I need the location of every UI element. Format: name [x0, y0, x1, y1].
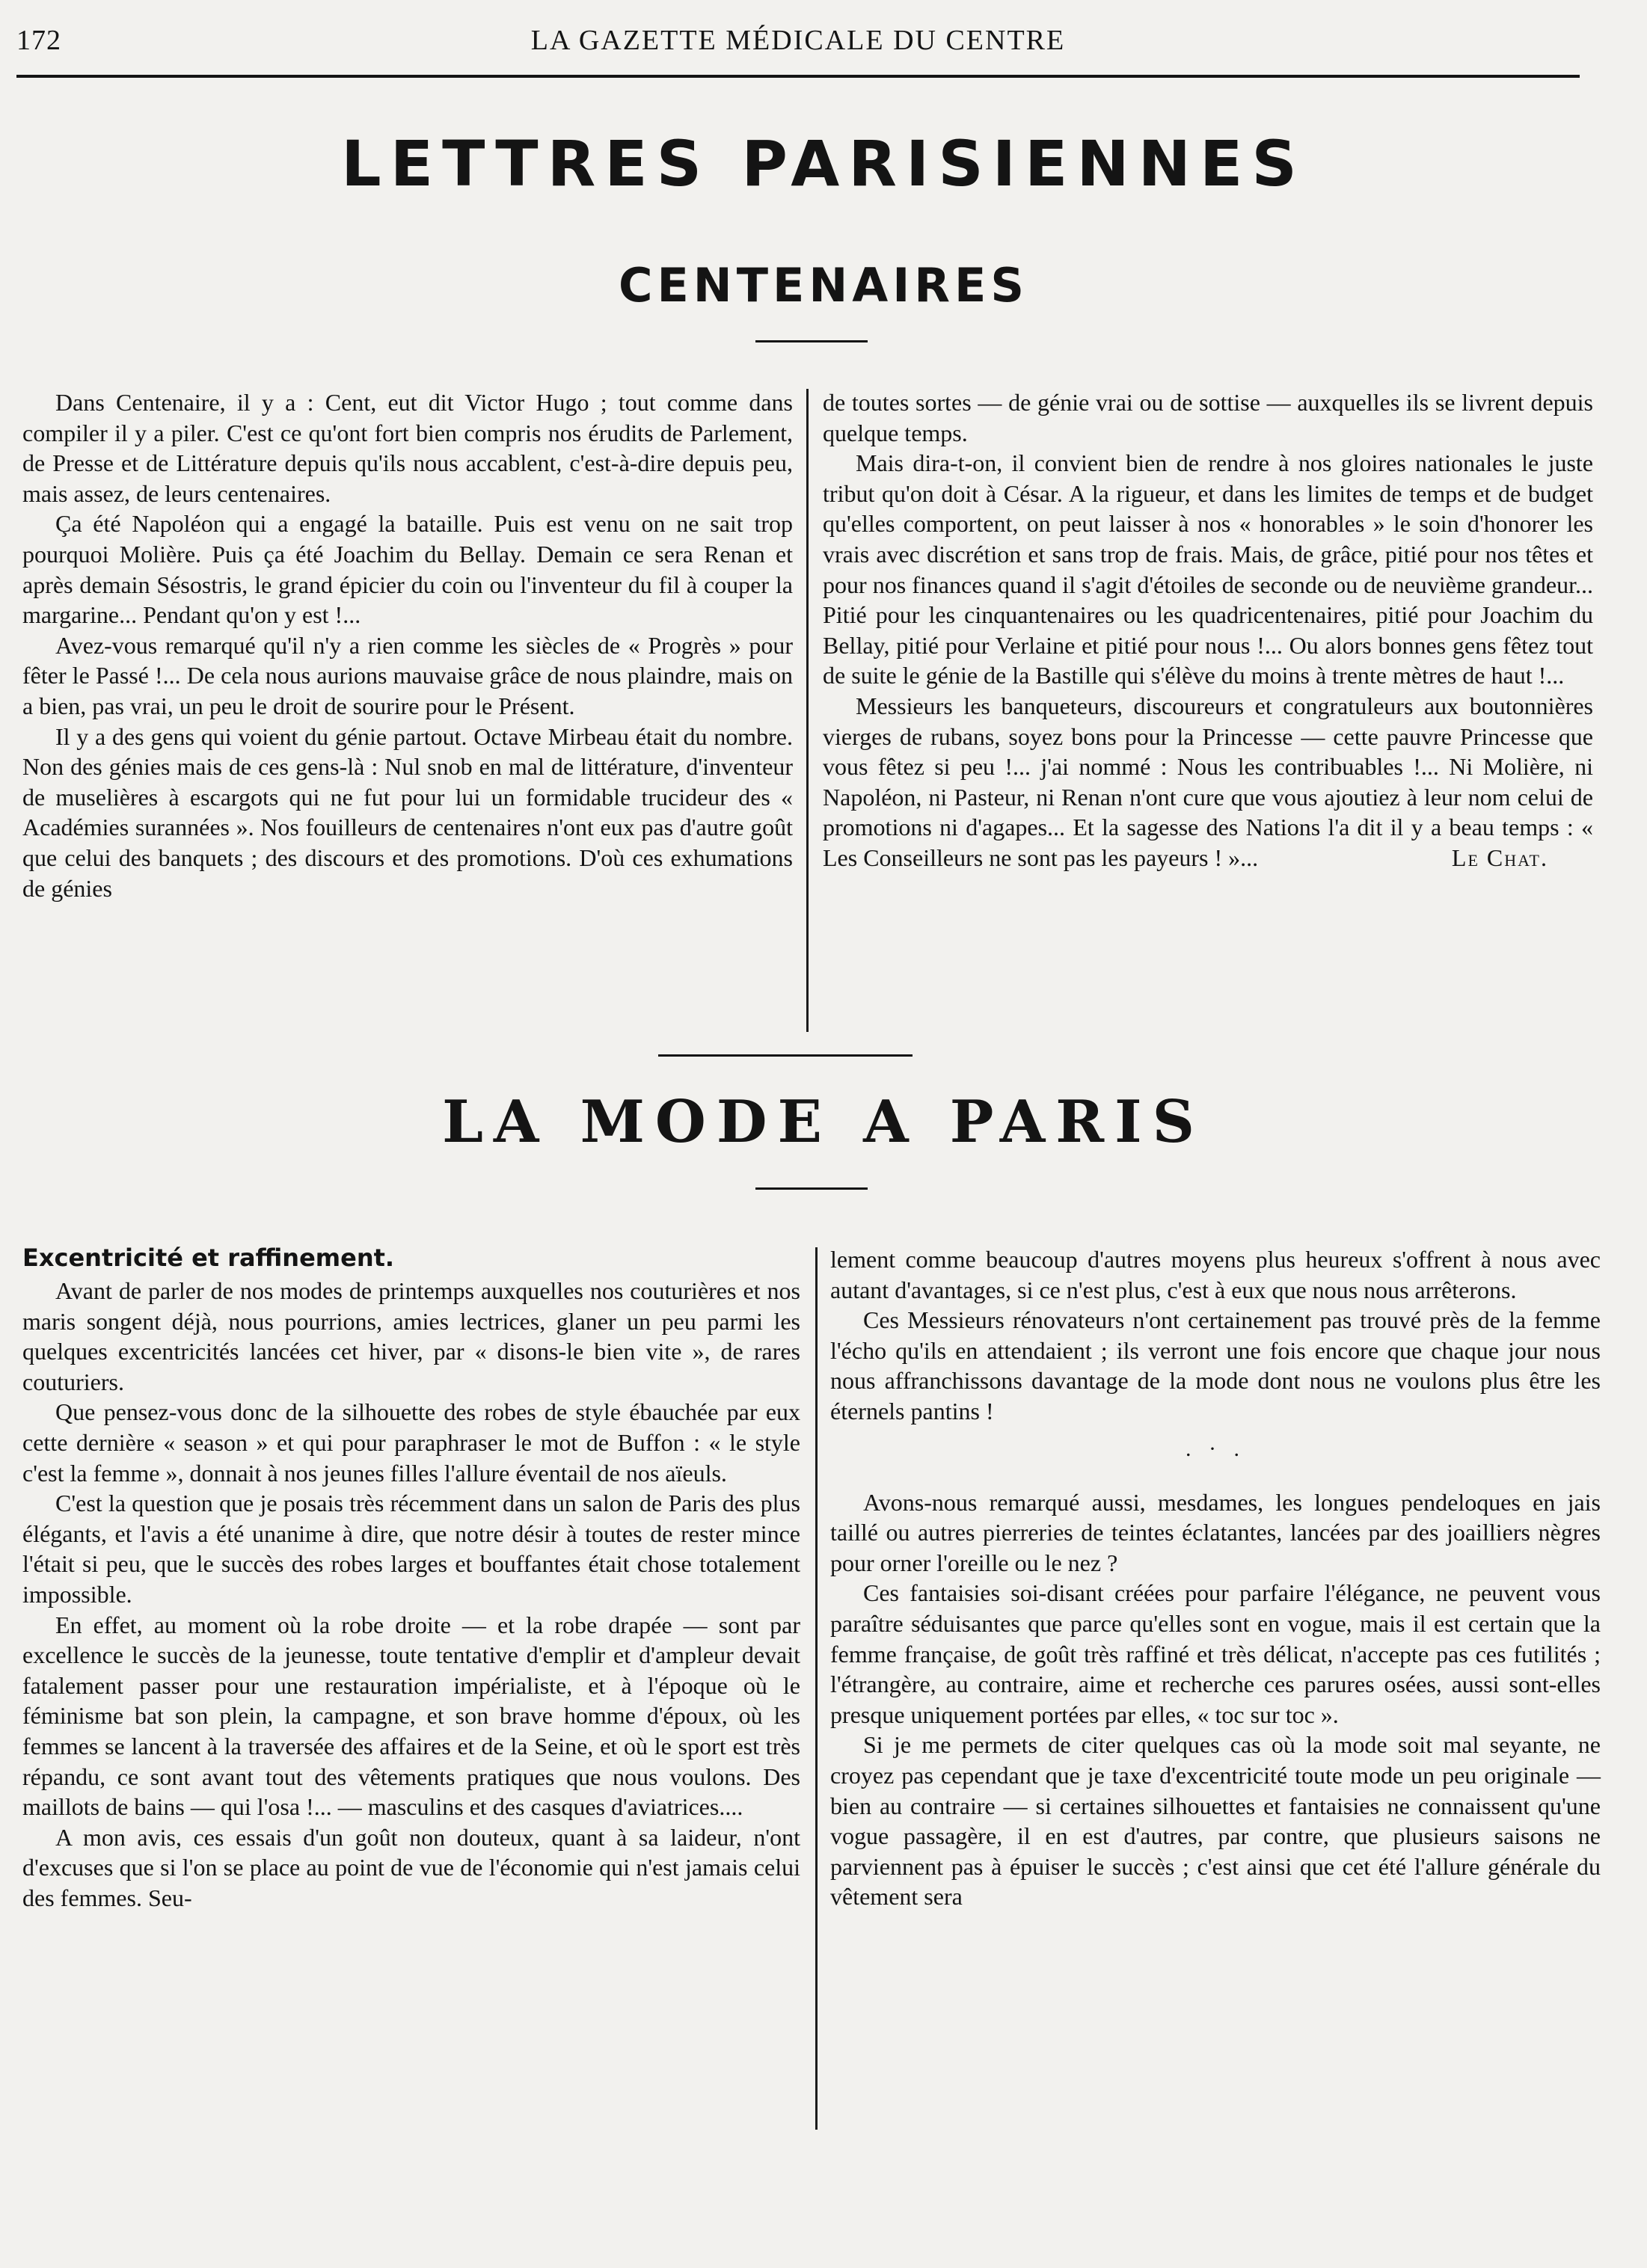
section-separator-rule [658, 1054, 913, 1057]
page-header [16, 21, 1580, 66]
section-subtitle-centenaires: CENTENAIRES [618, 258, 1029, 313]
paragraph: Ces fantaisies soi-disant créées pour parfaire l'élégance, ne peuvent vous paraître séduisantes que parce qu'elles sont en vogue, mais il est certain que la femme française, de goût très raffiné et très délicat, n'accepte pas ces futilités ; l'étrangère, au contraire, aime et recherche ces parures osées, aussi sont-elles presque uniquement portées par elles, « toc sur toc ». [830, 1579, 1601, 1728]
column-divider [806, 389, 809, 1032]
title-rule-2 [755, 1187, 868, 1190]
article-mode-right-column [830, 1244, 1601, 1912]
paragraph: Que pensez-vous donc de la silhouette des robes de style ébauchée par eux cette dernière « season » et qui pour paraphraser le mot de Buffon : « le style c'est la femme », donnait à nos jeunes filles l'allure éventail de nos aïeuls. [22, 1398, 800, 1487]
paragraph: lement comme beaucoup d'autres moyens plus heureux s'offrent à nous avec autant d'avantages, si ce n'est plus, c'est à eux que nous nous arrêterons. [830, 1246, 1601, 1303]
page-number: 172 [16, 25, 61, 56]
paragraph: Si je me permets de citer quelques cas où la mode soit mal seyante, ne croyez pas cependant que je taxe d'excentricité toute mode un peu originale — bien au contraire — si certaines silhouettes et fantaisies ne connaissent qu'une vogue passagère, il en est d'autres, par contre, que plusieurs saisons ne parviennent pas à épuiser le succès ; c'est ainsi que cet été l'allure générale du vêtement sera [830, 1731, 1601, 1911]
paragraph: Ces Messieurs rénovateurs n'ont certainement pas trouvé près de la femme l'écho qu'ils en attendaient ; ils verront une fois encore que chaque jour nous nous affranchissons davantage de la mode dont nous ne voulons plus être les éternels pantins ! [830, 1306, 1601, 1425]
paragraph: A mon avis, ces essais d'un goût non douteux, quant à sa laideur, n'ont d'excuses que si l'on se place au point de vue de l'économie qui n'est jamais celui des femmes. Seu- [22, 1823, 800, 1911]
paragraph: de toutes sortes — de génie vrai ou de sottise — auxquelles ils se livrent depuis quelque temps. [823, 389, 1593, 446]
paragraph: En effet, au moment où la robe droite — et la robe drapée — sont par excellence le succès de la jeunesse, toute tentative d'emplir et d'ampleur devait fatalement passer pour une restauration impérialiste, et à l'époque où le féminisme bat son plein, la campagne, et son brave homme d'époux, où les femmes se lancent à la traversée des affaires et de la Seine, et où le sport est très répandu, ce sont avant tout des vêtements pratiques que nous voulons. Des maillots de bains — qui l'osa !... — masculins et des casques d'aviatrices.... [22, 1611, 800, 1821]
article-subheading: Excentricité et raffinement. [22, 1244, 395, 1272]
paragraph: Il y a des gens qui voient du génie partout. Octave Mirbeau était du nombre. Non des génies mais de ces gens-là : Nul snob en mal de littérature, d'inventeur de muselières à escargots qui ne fut pour lui un formidable trucideur des « Académies surannées ». Nos fouilleurs de centenaires n'ont eux pas d'autre goût que celui des banquets ; des discours et des promotions. D'où ces exhumations de génies [22, 722, 793, 902]
paragraph: Avons-nous remarqué aussi, mesdames, les longues pendeloques en jais taillé ou autres pierreries de teintes éclatantes, lancées par des joailliers nègres pour orner l'oreille ou le nez ? [830, 1488, 1601, 1576]
paragraph: Avez-vous remarqué qu'il n'y a rien comme les siècles de « Progrès » pour fêter le Passé !... De cela nous aurions mauvaise grâce de nous plaindre, mais on a bien, pas vrai, un peu le droit de sourire pour le Présent. [22, 631, 793, 719]
column-divider [815, 1247, 818, 2130]
paragraph: Ça été Napoléon qui a engagé la bataille. Puis est venu on ne sait trop pourquoi Molière. Puis ça été Joachim du Bellay. Demain ce sera Renan et après demain Sésostris, le grand épicier du coin ou l'inventeur du fil à couper la margarine... Pendant qu'on y est !... [22, 510, 793, 629]
title-rule-1 [755, 340, 868, 342]
paragraph: C'est la question que je posais très récemment dans un salon de Paris des plus élégants, et l'avis a été unanime à dire, que notre désir à toutes de rester mince l'était si peu, que le succès des robes larges et bouffantes était chose totalement impossible. [22, 1490, 800, 1608]
journal-name: LA GAZETTE MÉDICALE DU CENTRE [530, 25, 1066, 56]
article-centenaires-right-column [823, 387, 1593, 873]
section-title-lettres: LETTRES PARISIENNES [341, 127, 1306, 200]
paragraph: Dans Centenaire, il y a : Cent, eut dit Victor Hugo ; tout comme dans compiler il y a piler. C'est ce qu'ont fort bien compris nos érudits de Parlement, de Presse et de Littérature depuis qu'ils nous accablent, c'est-à-dire depuis peu, mais assez, de leurs centenaires. [22, 389, 793, 507]
header-rule [16, 75, 1580, 78]
article-mode-left-column [22, 1241, 800, 1913]
paragraph: Avant de parler de nos modes de printemps auxquelles nos couturières et nos maris songent déjà, nous pourrions, amies lectrices, glaner un peu parmi les quelques excentricités lancées cet hiver, par « disons-le bien vite », de rares couturiers. [22, 1277, 800, 1395]
article-centenaires-left-column [22, 387, 793, 903]
section-title-mode: LA MODE A PARIS [442, 1088, 1205, 1156]
ornamental-separator: . · . [1186, 1436, 1245, 1461]
article-signature: Le Chat. [1451, 843, 1548, 871]
paragraph: Messieurs les banqueteurs, discoureurs et congratuleurs aux boutonnières vierges de rubans, soyez bons pour la Princesse — cette pauvre Princesse que vous fêtez si peu !... j'ai nommé : Nous les contribuables !... Ni Molière, ni Napoléon, ni Pasteur, ni Renan n'ont cure que vous ajoutiez à leur nom celui de promotions ni d'agapes... Et la sagesse des Nations l'a dit il y a beau temps : « Les Conseilleurs ne sont pas les payeurs ! »... [823, 692, 1593, 871]
paragraph: Mais dira-t-on, il convient bien de rendre à nos gloires nationales le juste tribut qu'on doit à César. A la rigueur, et dans les limites de temps et de budget qu'elles comportent, on peut laisser à nos « honorables » le soin d'honorer les vrais avec discrétion et sans trop de frais. Mais, de grâce, pitié pour nos têtes et pour nos finances quand il s'agit d'étoiles de seconde ou de neuvième grandeur... Pitié pour les cinquantenaires ou les quadricentenaires, pitié pour Joachim du Bellay, pitié pour Verlaine et pitié pour nous !... Ou alors bonnes gens fêtez tout de suite le génie de la Bastille qui s'élève du moins à trente mètres de haut !... [823, 449, 1593, 689]
